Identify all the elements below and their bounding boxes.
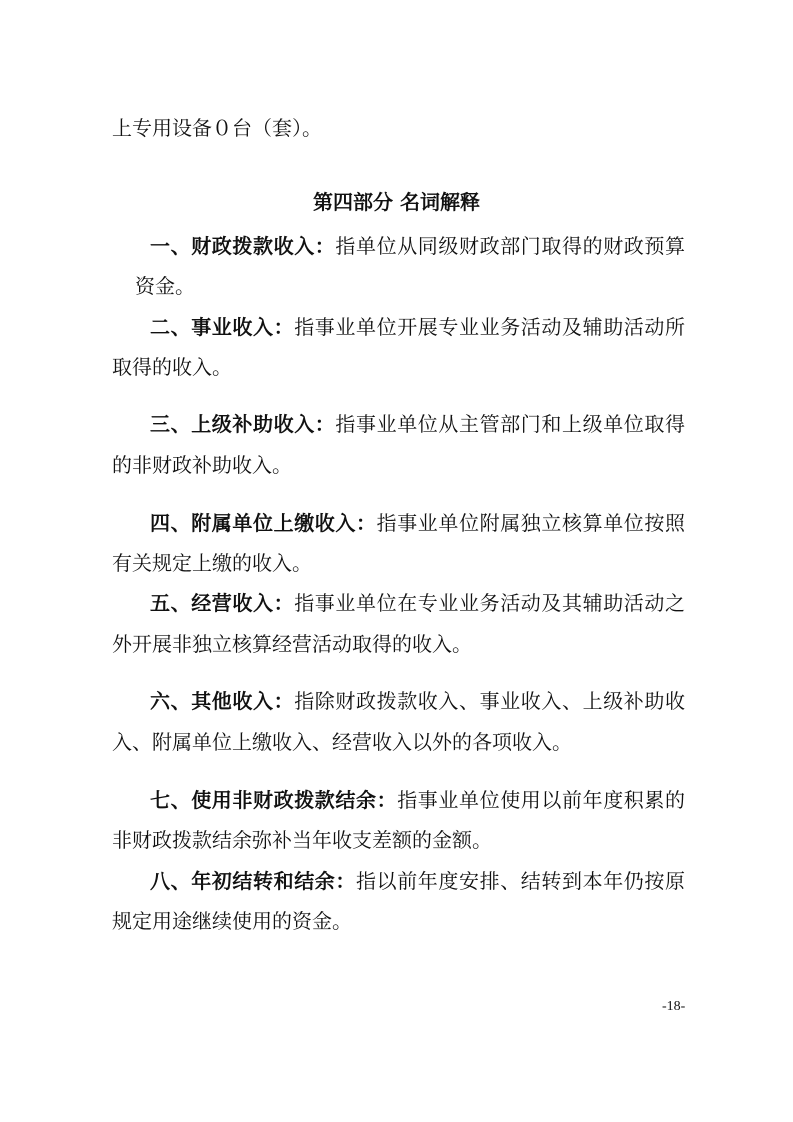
definition-7-line2: 非财政拨款结余弥补当年收支差额的金额。: [112, 828, 492, 852]
definition-7-text: 指事业单位使用以前年度积累的: [397, 788, 686, 812]
definition-1-line1: [150, 232, 685, 260]
definition-2-line2: 取得的收入。: [112, 355, 232, 379]
definition-8-term: 八、年初结转和结余：: [150, 869, 356, 893]
definition-4-line2: 有关规定上缴的收入。: [112, 551, 312, 575]
definition-4-text: 指事业单位附属独立核算单位按照: [376, 511, 686, 535]
definition-1-line2: 资金。: [135, 274, 195, 298]
definition-6-term: 六、其他收入：: [150, 689, 295, 713]
definition-5-term: 五、经营收入：: [150, 591, 295, 615]
definition-7-line1: [150, 786, 685, 814]
definition-5-line1: [150, 589, 685, 617]
intro-line: 上专用设备０台（套）。: [112, 116, 322, 140]
section-title: 第四部分 名词解释: [313, 190, 480, 214]
definition-1-text: 指单位从同级财政部门取得的财政预算: [335, 234, 686, 258]
definition-8-line2: 规定用途继续使用的资金。: [112, 909, 352, 933]
definition-2-line1: [150, 313, 685, 341]
definition-3-text: 指事业单位从主管部门和上级单位取得: [335, 412, 686, 436]
definition-4-line1: [150, 509, 685, 537]
definition-8-line1: [150, 867, 685, 895]
definition-3-line2: 的非财政补助收入。: [112, 453, 292, 477]
page-number: -18-: [662, 999, 686, 1014]
definition-1-term: 一、财政拨款收入：: [150, 234, 336, 258]
definition-8-text: 指以前年度安排、结转到本年仍按原: [356, 869, 685, 893]
definition-5-line2: 外开展非独立核算经营活动取得的收入。: [112, 632, 472, 656]
definition-5-text: 指事业单位在专业业务活动及其辅助活动之: [294, 591, 686, 615]
definition-3-line1: [150, 410, 685, 438]
definition-2-term: 二、事业收入：: [150, 315, 295, 339]
definition-4-term: 四、附属单位上缴收入：: [150, 511, 377, 535]
definition-3-term: 三、上级补助收入：: [150, 412, 336, 436]
definition-6-line2: 入、附属单位上缴收入、经营收入以外的各项收入。: [112, 730, 572, 754]
definition-7-term: 七、使用非财政拨款结余：: [150, 788, 398, 812]
definition-2-text: 指事业单位开展专业业务活动及辅助活动所: [294, 315, 686, 339]
definition-6-line1: [150, 687, 685, 715]
definition-6-text: 指除财政拨款收入、事业收入、上级补助收: [294, 689, 686, 713]
